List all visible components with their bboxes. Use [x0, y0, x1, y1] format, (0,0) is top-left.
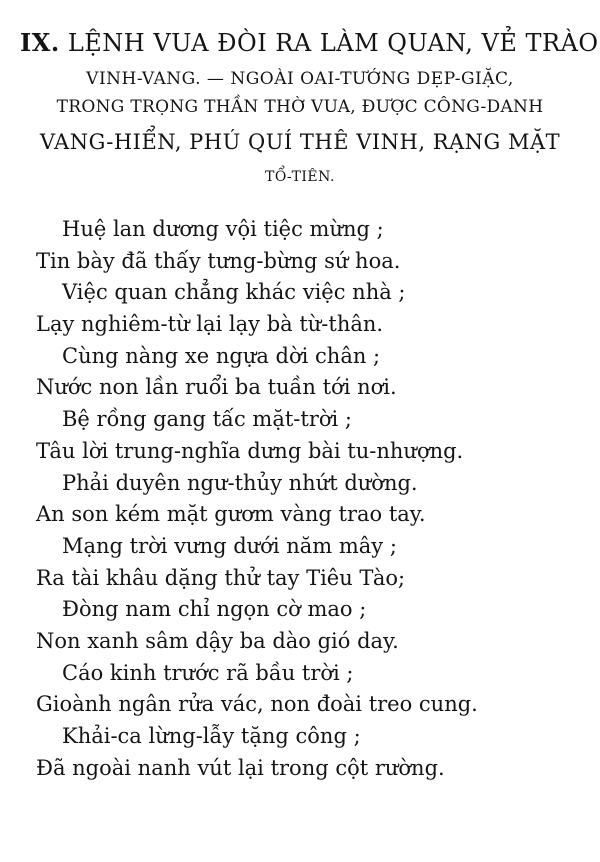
poem-line: An son kém mặt gươm vàng trao tay.: [36, 502, 426, 527]
poem-line: Đã ngoài nanh vút lại trong cột rường.: [36, 755, 445, 780]
chapter-title: [20, 28, 599, 58]
poem-line: Cùng nàng xe ngựa dời chân ;: [62, 343, 381, 368]
poem-line: Cáo kinh trước rã bầu trời ;: [62, 660, 354, 685]
chapter-title-line-2: VINH-VANG. — NGOÀI OAI-TƯỚNG DẸP-GIẶC,: [86, 69, 514, 89]
chapter-title-line-4: VANG-HIỂN, PHÚ QUÍ THÊ VINH, RẠNG MẶT: [39, 130, 561, 154]
chapter-title-line-3: TRONG TRỌNG THẦN THỜ VUA, ĐƯỢC CÔNG-DANH: [56, 97, 544, 117]
poem-line: Khải-ca lừng-lẫy tặng công ;: [62, 724, 361, 748]
poem-line: Lạy nghiêm-từ lại lạy bà từ-thân.: [36, 312, 384, 337]
chapter-title-line-1: LỆNH VUA ĐÒI RA LÀM QUAN, VẺ TRÀO: [67, 29, 599, 57]
chapter-title-line-5: TỔ-TIÊN.: [265, 169, 335, 185]
poem-line: Tâu lời trung-nghĩa dưng bài tu-nhượng.: [36, 438, 464, 463]
poem-line: Huệ lan dương vội tiệc mừng ;: [62, 217, 384, 241]
poem-line: Non xanh sâm dậy ba dào gió day.: [36, 628, 399, 653]
poem-line: Gioành ngân rửa vác, non đoài treo cung.: [36, 692, 478, 717]
poem-line: Mạng trời vưng dưới năm mây ;: [62, 533, 397, 558]
poem: [0, 214, 600, 784]
poem-line: Tin bày đã thấy tưng-bừng sứ hoa.: [36, 248, 401, 273]
chapter-number: IX.: [20, 28, 60, 57]
poem-line: Nước non lần ruổi ba tuần tới nơi.: [36, 375, 397, 400]
poem-line: Đòng nam chỉ ngọn cờ mao ;: [62, 597, 367, 622]
poem-line: Phải duyên ngư-thủy nhứt dường.: [62, 470, 418, 495]
poem-line: Ra tài khâu dặng thử tay Tiêu Tào;: [36, 565, 406, 590]
poem-line: Việc quan chẳng khác việc nhà ;: [62, 280, 406, 305]
poem-line: Bệ rồng gang tấc mặt-trời ;: [62, 407, 352, 432]
